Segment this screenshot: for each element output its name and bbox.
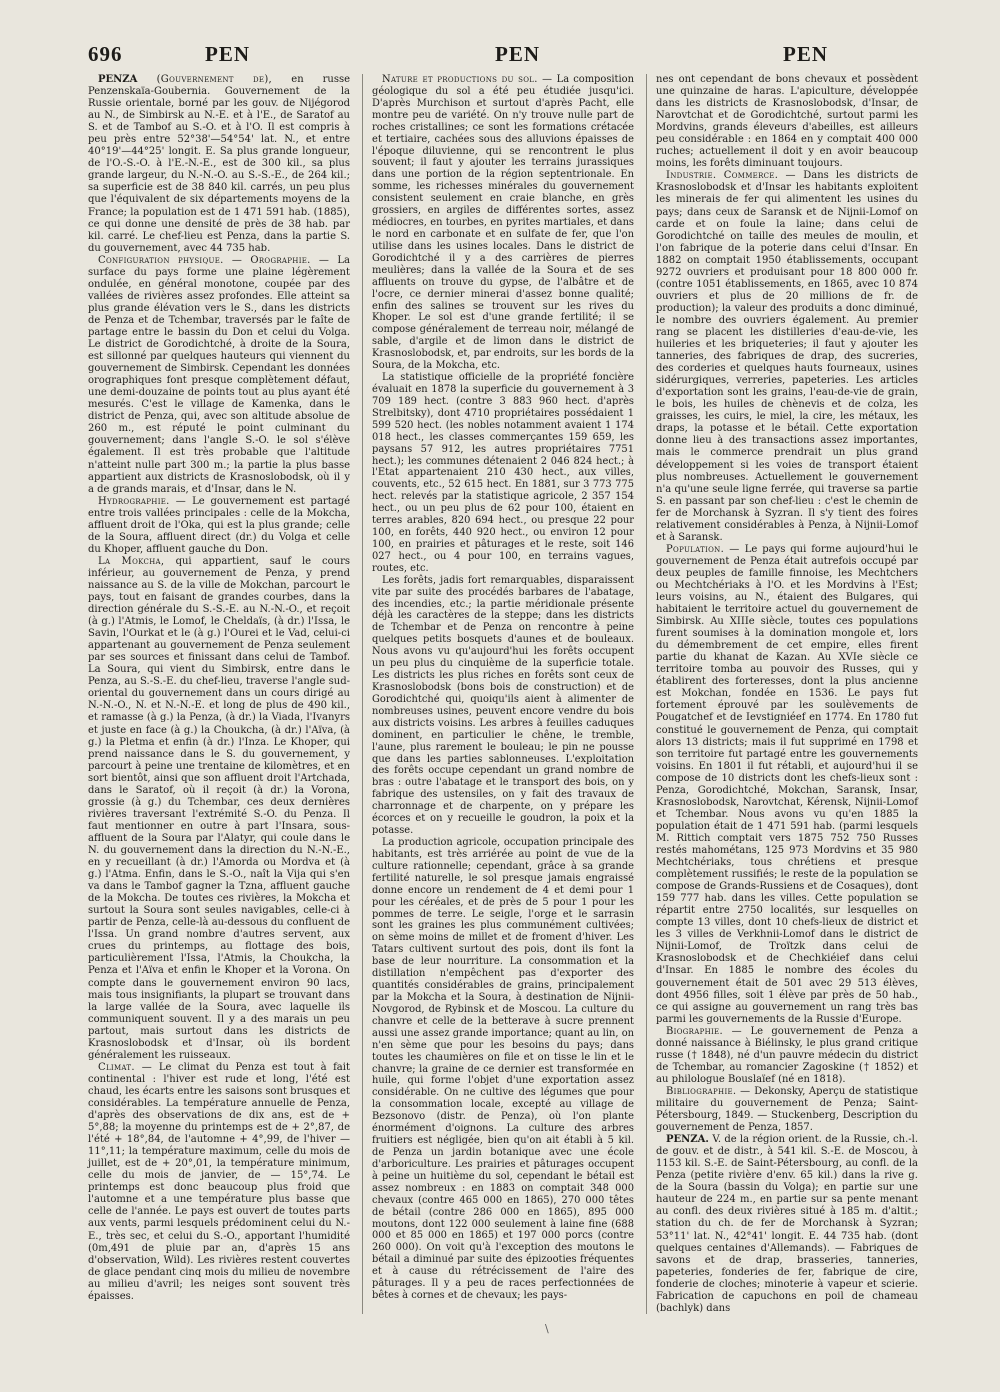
paragraph [88, 255, 350, 496]
paragraph-text: Le gouvernement de Penza a donné naissance à Biélinsky, le plus grand critique russe († 1848), né d'un pauvre médecin du district de Tchembar, au romancier Zagoskine († 1852) et au philologue Bouslaïef (né en 1818). [656, 1025, 918, 1085]
section-label: (Gouvernement de), [137, 74, 292, 85]
paragraph [656, 1086, 918, 1134]
paragraph-text: La composition géologique du sol a été peu étudiée jusqu'ici. D'après Murchison et surtout d'après Pacht, elle montre peu de variété. On n'y trouve nulle part de roches cristallines; ce sont les formations crétacée et tertiaire, cachées sous des alluvions épaisses de l'époque diluvienne, qui se rencontrent le plus souvent; il faut y ajouter les terrains jurassiques dans une portion de la région septentrionale. En somme, les richesses minérales du gouvernement consistent seulement en craie blanche, en grès grossiers, en argiles de différentes sortes, assez médiocres, en tourbes, en pyrites martiales, et dans le nord en carbonate et en sulfate de fer, que l'on utilise dans les usines locales. Dans le district de Gorodichtché il y a des carrières de pierres meulières; dans la vallée de la Soura et de ses affluents on trouve du gypse, de l'albâtre et de l'ocre, ce dernier minerai d'assez bonne qualité; enfin des salines se trouvent sur les rives du Khoper. Le sol est d'une grande fertilité; il se compose généralement de terreau noir, mélangé de sable, d'argile et de limon dans le district de Krasnoslobodsk, et, par endroits, sur les bords de la Soura, de la Mokcha, etc. [372, 74, 634, 372]
paragraph [656, 74, 918, 170]
paragraph-text: nes ont cependant de bons chevaux et possèdent une quinzaine de haras. L'apiculture, développée dans les districts de Krasnoslobodsk, d'Insar, de Narovtchat et de Gorodichtché, surtout parmi les Mordvins, grands éleveurs d'abeilles, est ailleurs peu considérable : en 1864 en y comptait 400 000 ruches; actuellement il doit y en avoir beaucoup moins, les forêts diminuant toujours. [656, 74, 918, 170]
page-number: 696 [88, 42, 123, 66]
footer-mark: \ [545, 1322, 549, 1335]
paragraph [372, 372, 634, 575]
paragraph [88, 496, 350, 556]
text-column-2 [372, 74, 634, 1302]
paragraph-text: La surface du pays forme une plaine légèrement ondulée, en général monotone, coupée par des vallées de rivières assez profondes. Elle atteint sa plus grande élévation vers le S., dans les districts de Penza et de Tchembar, traversés par le faîte de partage entre le bassin du Don et celui du Volga. Le district de Gorodichtché, à droite de la Soura, est sillonné par quelques hauteurs qui viennent du gouvernement de Simbirsk. Cependant les données orographiques font presque complètement défaut, une demi-douzaine de points tout au plus ayant été mesurés. C'est le village de Kamenka, dans le district de Penza, qui, avec son altitude absolue de 260 m., est réputé le point culminant du gouvernement; dans l'angle S.-O. le sol s'élève également. Il est très probable que l'altitude n'atteint nulle part 300 m.; la partie la plus basse appartient aux districts de Krasnoslobodsk, où il y a de grands marais, et d'Insar, dans le N. [88, 254, 350, 495]
entry-headword: PENZA [98, 74, 138, 85]
running-head-left: PEN [205, 42, 250, 66]
section-label: Industrie. Commerce. — [666, 170, 804, 182]
paragraph [88, 74, 350, 255]
paragraph-text: Les forêts, jadis fort remarquables, disparaissent vite par suite des procédés barbares de l'abatage, des incendies, etc.; la partie méridionale présente déjà les caractères de la steppe; dans les districts de Tchembar et de Penza on rencontre à peine quelques petits bosquets d'aunes et de bouleaux. Nous avons vu qu'aujourd'hui les forêts occupent un peu plus du cinquième de la superficie totale. Les districts les plus riches en forêts sont ceux de Krasnoslobodsk (bons bois de construction) et de Gorodichtché qui, quoiqu'ils aient à alimenter de nombreuses usines, peuvent encore vendre du bois aux districts voisins. Les arbres à feuilles caduques dominent, en particulier le chêne, le tremble, l'aune, plus rarement le bouleau; le pin ne pousse que dans les parties sablonneuses. L'exploitation des forêts occupe cependant un grand nombre de bras : outre l'abatage et le transport des bois, on y fabrique des ustensiles, on y fait des travaux de charronnage et de charpente, on y prépare les écorces et on y recueille le goudron, la poix et la potasse. [372, 574, 634, 837]
column-divider [646, 74, 647, 1314]
paragraph-text: Le gouvernement est partagé entre trois vallées principales : celle de la Mokcha, affluent droit de l'Oka, qui est la plus grande; celle de la Soura, affluent direct (dr.) du Volga et celle du Khoper, affluent gauche du Don. [88, 495, 350, 555]
paragraph-text: Le climat du Penza est tout à fait continental : l'hiver est rude et long, l'été est chaud, les écarts entre les saisons sont brusques et considérables. La température annuelle de Penza, d'après des observations de dix ans, est de + 5°,88; la moyenne du printemps est de + 2°,87, de l'été + 18°,84, de l'automne + 4°,99, de l'hiver — 11°,11; la température maximum, celle du mois de juillet, est de + 20°,01, la température minimum, celle du mois de janvier, de — 15°,74. Le printemps est donc beaucoup plus froid que l'automne et a une température plus basse que celle de l'année. Le pays est ouvert de toutes parts aux vents, parmi lesquels prédominent celui du N.-E., très sec, et celui du S.-O., apportant l'humidité (0m,491 de pluie par an, d'après 15 ans d'observation, Wild). Les rivières restent couvertes de glace pendant cinq mois du milieu de novembre au milieu d'avril; les neiges sont souvent très épaisses. [88, 1061, 350, 1302]
paragraph [88, 556, 350, 1062]
paragraph [372, 837, 634, 1302]
paragraph-text: Le pays qui forme aujourd'hui le gouvernement de Penza était autrefois occupé par deux peuples de famille finnoise, les Mechtchers ou Mechtchériaks à l'O. et les Mordvins à l'Est; leurs voisins, au N., étaient des Bulgares, qui habitaient le territoire actuel du gouvernement de Simbirsk. Au XIIIe siècle, toutes ces populations furent soumises à la domination mongole et, lors du démembrement de cet empire, elles firent partie du khanat de Kazan. Au XVIe siècle ce territoire tomba au pouvoir des Russes, qui y établirent des forteresses, dont la plus ancienne est Mokchan, fondée en 1536. Le pays fut fortement éprouvé par les soulèvements de Pougatchef et de Ievstigniéef en 1774. En 1780 fut constitué le gouvernement de Penza, qui comptait alors 13 districts; mais il fut supprimé en 1798 et son territoire fut partagé entre les gouvernements voisins. En 1801 il fut rétabli, et aujourd'hui il se compose de 10 districts dont les chefs-lieux sont : Penza, Gorodichtché, Mokchan, Saransk, Insar, Krasnoslobodsk, Narovtchat, Kérensk, Nijnii-Lomof et Tchembar. Nous avons vu qu'en 1885 la population était de 1 471 591 hab. (parmi lesquels M. Rittich comptait vers 1875 752 750 Russes restés mahométans, 125 973 Mordvins et 35 980 Mechtchériaks, tous chrétiens et presque complètement russifiés; le reste de la population se compose de Grands-Russiens et de Cosaques), dont 159 777 hab. dans les villes. Cette population se répartit entre 2750 localités, sur lesquelles on compte 13 villes, dont 10 chefs-lieux de district et les 3 villes de Verkhnii-Lomof dans le district de Nijnii-Lomof, de Troïtzk dans celui de Krasnoslobodsk et de Chechkiéief dans celui d'Insar. En 1885 le nombre des écoles du gouvernement était de 501 avec 29 513 élèves, dont 4956 filles, soit 1 élève par près de 50 hab., ce qui assigne au gouvernement un rang très bas parmi les gouvernements de la Russie d'Europe. [656, 543, 918, 1025]
paragraph-text: V. de la région orient. de la Russie, ch.-l. de gouv. et de distr., à 541 kil. S.-E. de Moscou, à 1153 kil. S.-E. de Saint-Pétersbourg, au confl. de la Penza (petite rivière d'env. 65 kil.) dans la rive g. de la Soura (bassin du Volga); en partie sur une hauteur de 224 m., en partie sur sa pente menant au confl. des deux rivières situé à 185 m. d'altit.; station du ch. de fer de Morchansk à Syzran; 53°11' lat. N., 42°41' longit. E. 44 735 hab. (dont quelques centaines d'Allemands). — Fabriques de savons et de drap, brasseries, tanneries, papeteries, fonderies de fer, fabrique de cire, fonderie de cloches; minoterie à vapeur et scierie. Fabrication de capuchons en poil de chameau (bachlyk) dans [656, 1134, 919, 1314]
paragraph [656, 1134, 918, 1315]
paragraph [372, 575, 634, 837]
column-divider [362, 74, 363, 1314]
text-column-3 [656, 74, 918, 1315]
paragraph [88, 1062, 350, 1303]
paragraph-text: en russe Penzenskaïa-Goubernia. Gouvernement de la Russie orientale, borné par les gouv. de Nijégorod au N., de Simbirsk au N.-E. et à l'E., de Saratof au S. et de Tambof au S.-O. et à l'O. Il est compris à peu près entre 52°38'—54°54' lat. N., et entre 40°19'—44°25' longit. E. Sa plus grande longueur, de l'O.-S.-O. à l'E.-N.-E., est de 300 kil., sa plus grande largeur, du N.-N.-O. au S.-S.-E., de 264 kil.; sa superficie est de 38 840 kil. carrés, un peu plus que l'équivalent de six départements moyens de la France; la population est de 1 471 591 hab. (1885), ce qui donne une densité de près de 38 hab. par kil. carré. Le chef-lieu est Penza, dans la partie S. du gouvernement, avec 44 735 hab. [88, 74, 350, 254]
paragraph [656, 544, 918, 1026]
section-label: Population. — [666, 543, 745, 555]
paragraph [656, 1026, 918, 1086]
section-label: Hydrographie. — [98, 495, 193, 507]
paragraph-text: Dans les districts de Krasnoslobodsk et d'Insar les habitants exploitent les minerais de fer qui alimentent les usines du pays; dans ceux de Saransk et de Nijnii-Lomof on carde et on foule la laine; dans celui de Gorodichtché on taille des meules de moulin, et l'on fabrique de la poterie dans celui d'Insar. En 1882 on comptait 1950 établissements, occupant 9272 ouvriers et produisant pour 18 800 000 fr. (contre 1051 établissements, en 1865, avec 10 874 ouvriers et plus de 20 millions de fr. de production); la valeur des produits a donc diminué, le nombre des ouvriers également. Au premier rang se placent les distilleries d'eau-de-vie, les huileries et les briqueteries; il faut y ajouter les tanneries, des fabriques de drap, des sucreries, des corderies et quelques hauts fourneaux, usines sidérurgiques, verreries, papeteries. Les articles d'exportation sont les grains, l'eau-de-vie de grain, le bois, les huiles de chènevis et de colza, les graisses, les cuirs, le miel, la cire, les métaux, les draps, la potasse et le bétail. Cette exportation donne lieu à des transactions assez importantes, mais le commerce prendrait un plus grand développement si les voies de transport étaient plus nombreuses. Actuellement le gouvernement n'a qu'une seule ligne ferrée, qui traverse sa partie S. en passant par son chef-lieu : c'est le chemin de fer de Morchansk à Syzran. Il s'y tient des foires relativement considérables à Penza, à Nijnii-Lomof et à Saransk. [656, 170, 919, 543]
section-label: Bibliographie. — [666, 1085, 755, 1097]
paragraph [656, 170, 918, 543]
paragraph-text: La statistique officielle de la propriété foncière évaluait en 1878 la superficie du gouvernement à 3 709 189 hect. (contre 3 883 960 hect. d'après Strelbitsky), dont 4710 propriétaires possédaient 1 599 520 hect. (les nobles notamment avaient 1 174 018 hect., les classes commerçantes 159 659, les paysans 57 912, les autres propriétaires 7751 hect.); les communes détenaient 2 046 824 hect.; à l'Etat appartenaient 210 430 hect., aux villes, couvents, etc., 52 615 hect. En 1881, sur 3 773 775 hect. relevés par la statistique agricole, 2 357 154 hect., ou un peu plus de 62 pour 100, étaient en terres arables, 820 694 hect., ou presque 22 pour 100, en forêts, 440 920 hect., ou environ 12 pour 100, en prairies et pâturages et le reste, soit 146 027 hect., ou 4 pour 100, en terrains vagues, routes, etc. [372, 372, 634, 574]
running-head-right: PEN [783, 42, 828, 66]
section-label: La Mokcha, [98, 555, 176, 567]
section-label: Climat. — [98, 1061, 159, 1073]
section-label: Nature et productions du sol. — [382, 74, 557, 85]
paragraph-text: qui appartient, sauf le cours inférieur, au gouvernement de Penza, y prend naissance au S. de la ville de Mokchan, parcourt le pays, tout en faisant de grandes courbes, dans la direction générale du S.-S.-E. au N.-N.-O., et reçoit (à g.) l'Atmis, le Lomof, le Cheldaïs, (à dr.) l'Issa, le Savin, l'Ourkat et le (à g.) l'Ourei et le Vad, celui-ci appartenant au gouvernement de Penza seulement par ses sources et finissant dans celui de Tambof. La Soura, qui vient du Simbirsk, entre dans le Penza, au S.-S.-E. du chef-lieu, traverse l'angle sud-oriental du gouvernement dans un cours dirigé au N.-N.-O., N. et N.-N.-E. et long de plus de 490 kil., et ramasse (à g.) la Penza, (à dr.) la Viada, l'Ivanyrs et juste en face (à g.) la Choukcha, (à dr.) l'Aïva, (à g.) la Pletma et enfin (à dr.) l'Inza. Le Khoper, qui prend naissance dans le S. du gouvernement, y parcourt à peine une trentaine de kilomètres, et en sort bientôt, ainsi que son affluent droit l'Artchada, dans le Saratof, où il reçoit (à dr.) la Vorona, grossie (à g.) du Tchembar, ces deux dernières rivières traversant l'extrémité S.-O. du Penza. Il faut mentionner en outre à part l'Insara, sous-affluent de la Soura par l'Alatyr, qui coule dans le N. du gouvernement dans la direction du N.-N.-E., en y recueillant (à dr.) l'Amorda ou Mordva et (à g.) l'Atma. Enfin, dans le S.-O., naît la Vija qui s'en va dans le Tambof gagner la Tzna, affluent gauche de la Mokcha. De toutes ces rivières, la Mokcha et surtout la Soura sont seules navigables, celle-ci à partir de Penza, celle-là au-dessous du confluent de l'Issa. Un grand nombre d'autres servent, aux crues du printemps, au flottage des bois, particulièrement l'Issa, l'Atmis, la Choukcha, la Penza et l'Aïva et enfin le Khoper et la Vorona. On compte dans le gouvernement environ 90 lacs, mais tous insignifiants, la plupart se trouvant dans la large vallée de la Soura, avec laquelle ils communiquent souvent. Il y a des marais un peu partout, mais surtout dans les districts de Krasnoslobodsk et d'Insar, où ils bordent généralement les ruisseaux. [88, 555, 350, 1061]
paragraph-text: Dekonsky, Aperçu de statistique militaire du gouvernement de Penza; Saint-Pétersbourg, 1849. — Stuckenberg, Description du gouvernement de Penza, 1857. [656, 1085, 918, 1134]
entry-headword: PENZA. [666, 1134, 709, 1146]
paragraph [372, 74, 634, 372]
running-head-center: PEN [495, 42, 540, 66]
text-column-1 [88, 74, 350, 1303]
section-label: Configuration physique. — Orographie. — [98, 254, 338, 266]
section-label: Biographie. — [666, 1025, 751, 1037]
paragraph-text: La production agricole, occupation principale des habitants, est très arriérée au point de vue de la culture rationnelle; cependant, grâce à sa grande fertilité naturelle, le sol presque jamais engraissé donne encore un rendement de 4 et demi pour 1 pour les céréales, et de près de 5 pour 1 pour les pommes de terre. Le seigle, l'orge et le sarrasin sont les graines les plus communément cultivées; on sème moins de millet et de froment d'hiver. Les Tatars cultivent surtout des pois, dont ils font la base de leur nourriture. La consommation et la distillation n'empêchent pas d'exporter des quantités considérables de grains, principalement par la Mokcha et la Soura, à destination de Nijnii-Novgorod, de Rybinsk et de Moscou. La culture du chanvre et celle de la betterave à sucre prennent aussi une assez grande importance; quant au lin, on n'en sème que pour les besoins du pays; dans toutes les chaumières on file et on tisse le lin et le chanvre; la graine de ce dernier est transformée en huile, qui forme l'objet d'une exportation assez considérable. On ne cultive des légumes que pour la consommation locale, excepté au village de Bezsonovo (distr. de Penza), où l'on plante énormément d'oignons. La culture des arbres fruitiers est négligée, bien qu'on ait établi à 5 kil. de Penza un jardin botanique avec une école d'arboriculture. Les prairies et pâturages occupent à peine un huitième du sol, cependant le bétail est assez nombreux : en 1883 on comptait 348 000 chevaux (contre 465 000 en 1865), 270 000 têtes de bétail (contre 286 000 en 1865), 895 000 moutons, dont 122 000 seulement à laine fine (688 000 et 85 000 en 1865) et 197 000 porcs (contre 260 000). On voit qu'à l'exception des moutons le bétail a diminué par suite des épizooties fréquentes et à cause du rétrécissement de l'aire des pâturages. Il y a peu de races perfectionnées de bêtes à cornes et de chevaux; les pays- [372, 837, 634, 1302]
